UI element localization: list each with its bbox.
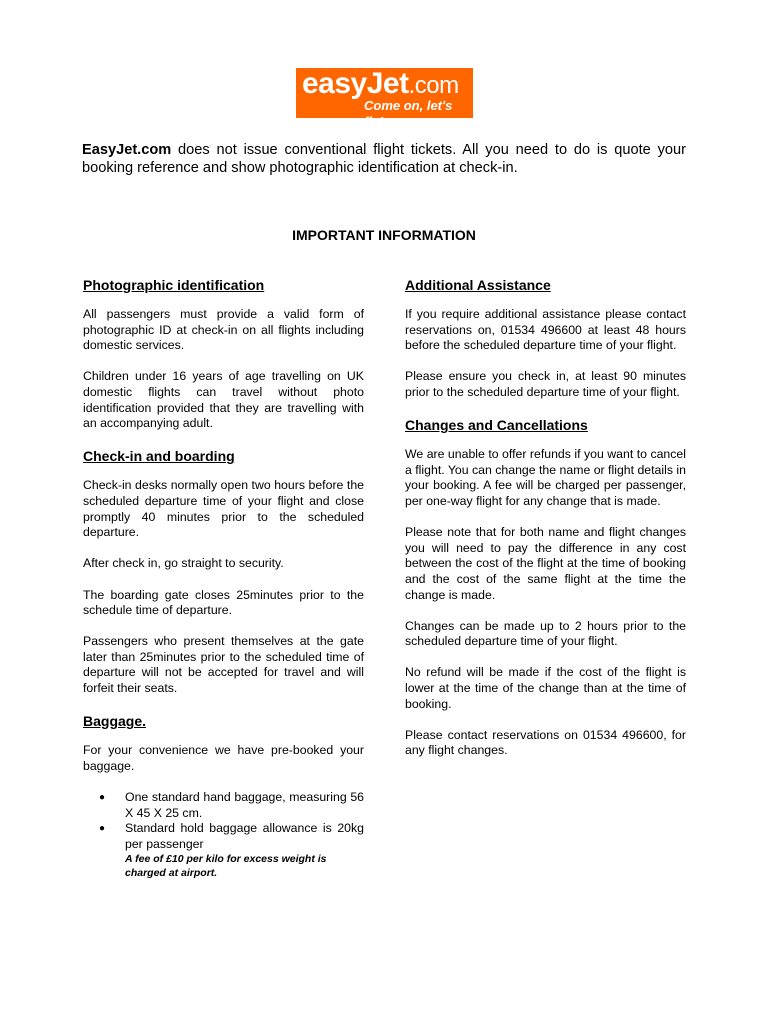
- changes-paragraph-2: Please note that for both name and flight changes you will need to pay the difference in any cost between the cost of the flight at the time of booking and the cost of the same flight at the time the change is made.: [405, 525, 686, 602]
- checkin-heading: Check-in and boarding: [83, 448, 235, 465]
- assistance-paragraph-2: Please ensure you check in, at least 90 minutes prior to the scheduled departure time of your flight.: [405, 369, 686, 399]
- excess-weight-note: A fee of £10 per kilo for excess weight is charged at airport.: [125, 853, 327, 880]
- bullet-icon: ●: [99, 823, 106, 835]
- photo-id-heading: Photographic identification: [83, 277, 265, 293]
- assistance-heading: Additional Assistance: [405, 277, 551, 293]
- logo-tagline: Come on, let's fly!: [364, 98, 453, 129]
- intro-text: does not issue conventional flight tickets. All you need to do is quote your booking reference and show photographic identification at check-in.: [82, 142, 686, 176]
- page-title: IMPORTANT INFORMATION: [292, 227, 476, 243]
- changes-paragraph-5: Please contact reservations on 01534 496600, for any flight changes.: [405, 727, 686, 758]
- baggage-heading: Baggage.: [83, 713, 147, 730]
- list-item: ● Standard hold baggage allowance is 20kg per passenger: [99, 821, 364, 851]
- intro-brand: EasyJet.com: [82, 142, 172, 158]
- intro-paragraph: [82, 141, 686, 177]
- left-column: [83, 276, 364, 880]
- changes-paragraph-3: Changes can be made up to 2 hours prior to the scheduled departure time of your flight.: [405, 618, 686, 649]
- photo-id-paragraph-2: Children under 16 years of age travelling on UK domestic flights can travel without photo identification provided that they are travelling with an accompanying adult.: [83, 369, 364, 431]
- checkin-paragraph-3: The boarding gate closes 25minutes prior to the schedule time of departure.: [83, 587, 364, 618]
- changes-heading: Changes and Cancellations: [405, 417, 588, 434]
- checkin-paragraph-1: Check-in desks normally open two hours before the scheduled departure time of your flight and close promptly 40 minutes prior to the scheduled departure.: [83, 478, 364, 540]
- easyjet-logo: [296, 67, 473, 129]
- list-item: ● One standard hand baggage, measuring 56 X 45 X 25 cm.: [99, 790, 364, 820]
- assistance-paragraph-1: If you require additional assistance please contact reservations on, 01534 496600 at least 48 hours before the scheduled departure time of your flight.: [405, 307, 686, 353]
- changes-paragraph-4: No refund will be made if the cost of the flight is lower at the time of the change than at the time of booking.: [405, 665, 686, 711]
- baggage-list: [83, 790, 364, 852]
- baggage-intro: For your convenience we have pre-booked your baggage.: [83, 743, 364, 773]
- right-column: [405, 276, 686, 775]
- checkin-paragraph-2: After check in, go straight to security.: [83, 556, 284, 571]
- bullet-icon: ●: [99, 792, 106, 804]
- changes-paragraph-1: We are unable to offer refunds if you want to cancel a flight. You can change the name or flight details in your booking. A fee will be charged per passenger, per one-way flight for any change that is made.: [405, 447, 686, 508]
- logo-brand: easyJet.com: [302, 67, 459, 100]
- photo-id-paragraph-1: All passengers must provide a valid form of photographic ID at check-in on all flights including domestic services.: [83, 307, 364, 353]
- checkin-paragraph-4: Passengers who present themselves at the gate later than 25minutes prior to the scheduled time of departure will not be accepted for travel and will forfeit their seats.: [83, 634, 364, 696]
